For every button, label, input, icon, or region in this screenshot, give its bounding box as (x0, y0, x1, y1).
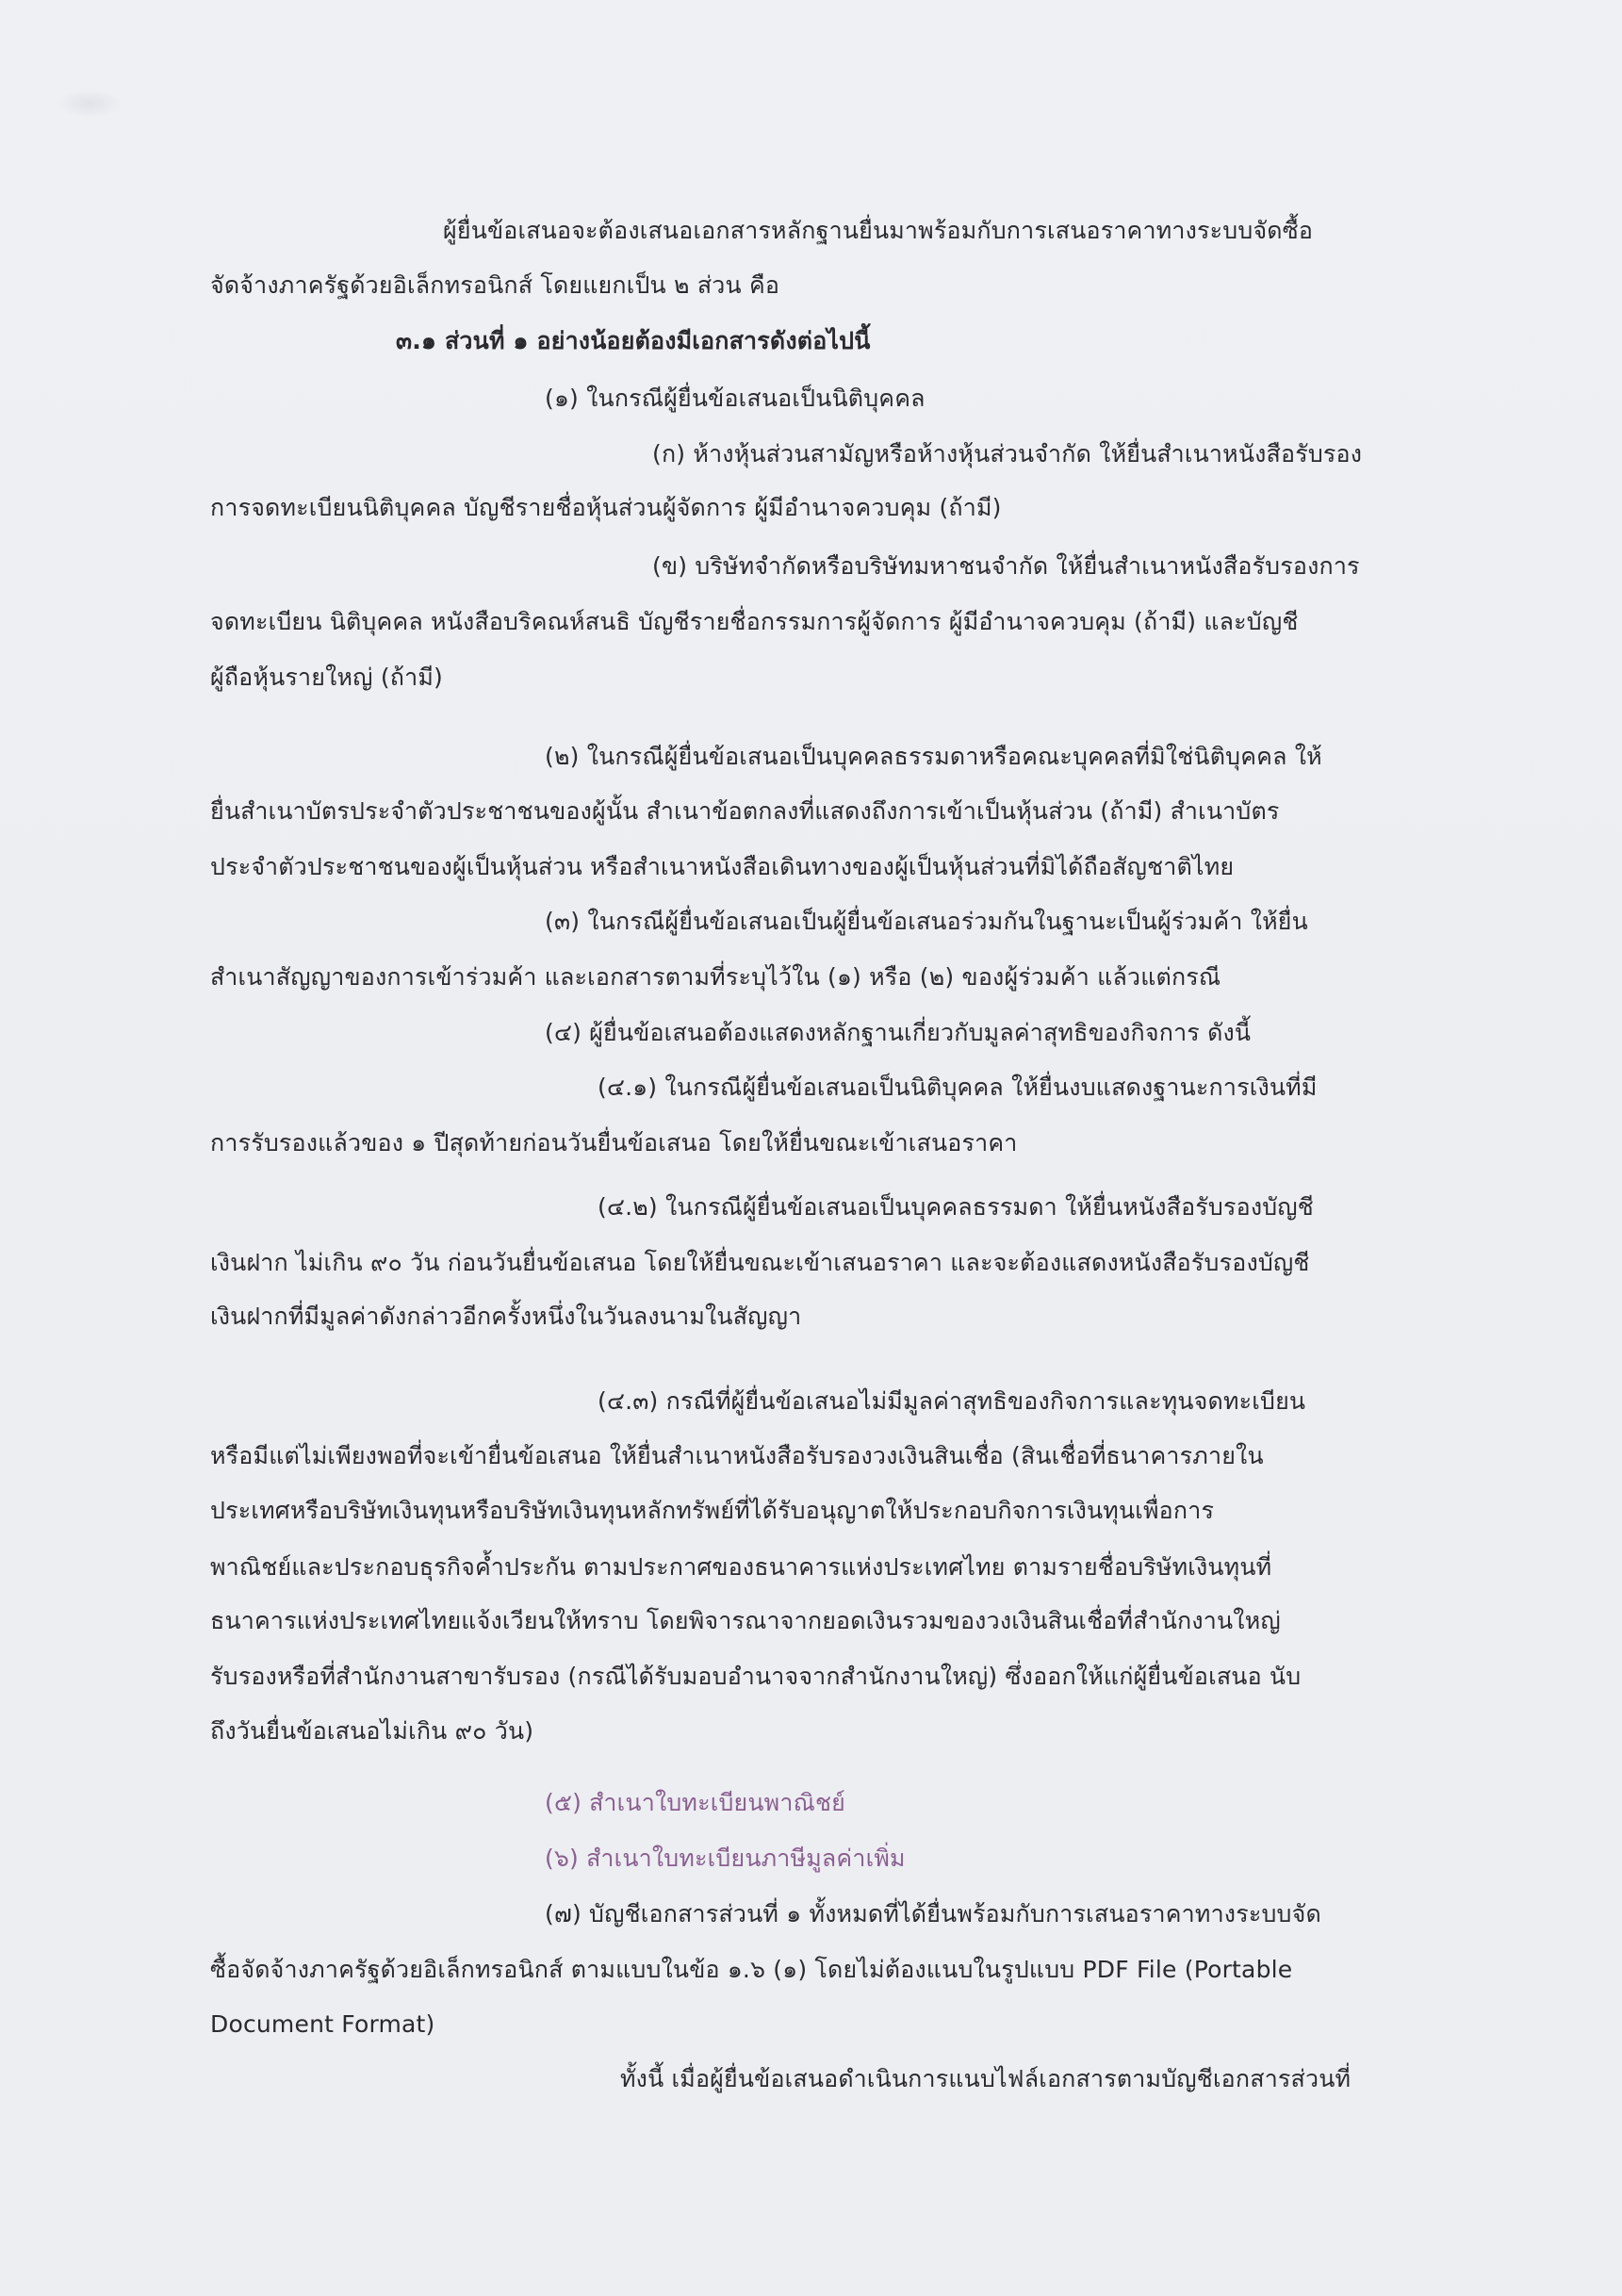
item-4-3-line-3: ประเทศหรือบริษัทเงินทุนหรือบริษัทเงินทุนหลักทรัพย์ที่ได้รับอนุญาตให้ประกอบกิจการเงินทุนเพื่อการ (210, 1497, 1215, 1524)
paragraph-line-1: ผู้ยื่นข้อเสนอจะต้องเสนอเอกสารหลักฐานยื่นมาพร้อมกับการเสนอราคาทางระบบจัดซื้อ (443, 217, 1314, 244)
item-1a-line-1: (ก) ห้างหุ้นส่วนสามัญหรือห้างหุ้นส่วนจำกัด ให้ยื่นสำเนาหนังสือรับรอง (652, 440, 1363, 467)
item-1-heading: (๑) ในกรณีผู้ยื่นข้อเสนอเป็นนิติบุคคล (545, 385, 926, 412)
item-4-2-line-2: เงินฝาก ไม่เกิน ๙๐ วัน ก่อนวันยื่นข้อเสนอ โดยให้ยื่นขณะเข้าเสนอราคา และจะต้องแสดงหนังสือรับรองบัญชี (210, 1249, 1310, 1276)
scan-smudge (57, 90, 123, 118)
item-7-line-2: ซื้อจัดจ้างภาครัฐด้วยอิเล็กทรอนิกส์ ตามแบบในข้อ ๑.๖ (๑) โดยไม่ต้องแนบในรูปแบบ PDF File (Portable (210, 1956, 1293, 1983)
item-1b-line-1: (ข) บริษัทจำกัดหรือบริษัทมหาชนจำกัด ให้ยื่นสำเนาหนังสือรับรองการ (652, 552, 1360, 580)
item-2-line-1: (๒) ในกรณีผู้ยื่นข้อเสนอเป็นบุคคลธรรมดาหรือคณะบุคคลที่มิใช่นิติบุคคล ให้ (545, 743, 1322, 770)
item-4-3-line-5: ธนาคารแห่งประเทศไทยแจ้งเวียนให้ทราบ โดยพิจารณาจากยอดเงินรวมของวงเงินสินเชื่อที่สำนักงานใหญ่ (210, 1607, 1281, 1634)
item-5-line: (๕) สำเนาใบทะเบียนพาณิชย์ (545, 1789, 846, 1816)
item-6-line: (๖) สำเนาใบทะเบียนภาษีมูลค่าเพิ่ม (545, 1845, 906, 1872)
item-4-2-line-3: เงินฝากที่มีมูลค่าดังกล่าวอีกครั้งหนึ่งในวันลงนามในสัญญา (210, 1303, 802, 1330)
item-4-3-line-4: พาณิชย์และประกอบธุรกิจค้ำประกัน ตามประกาศของธนาคารแห่งประเทศไทย ตามรายชื่อบริษัทเงินทุนที่ (210, 1553, 1272, 1581)
item-4-2-line-1: (๔.๒) ในกรณีผู้ยื่นข้อเสนอเป็นบุคคลธรรมดา ให้ยื่นหนังสือรับรองบัญชี (598, 1193, 1314, 1221)
paragraph-line-2: จัดจ้างภาครัฐด้วยอิเล็กทรอนิกส์ โดยแยกเป็น ๒ ส่วน คือ (210, 271, 780, 299)
item-7-line-3: Document Format) (210, 2010, 435, 2038)
item-1b-line-3: ผู้ถือหุ้นรายใหญ่ (ถ้ามี) (210, 664, 443, 691)
item-4-1-line-1: (๔.๑) ในกรณีผู้ยื่นข้อเสนอเป็นนิติบุคคล ให้ยื่นงบแสดงฐานะการเงินที่มี (598, 1074, 1318, 1101)
item-2-line-3: ประจำตัวประชาชนของผู้เป็นหุ้นส่วน หรือสำเนาหนังสือเดินทางของผู้เป็นหุ้นส่วนที่มิได้ถือสัญชาติไทย (210, 853, 1235, 880)
item-3-line-2: สำเนาสัญญาของการเข้าร่วมค้า และเอกสารตามที่ระบุไว้ใน (๑) หรือ (๒) ของผู้ร่วมค้า แล้วแต่กรณี (210, 963, 1221, 991)
closing-line: ทั้งนี้ เมื่อผู้ยื่นข้อเสนอดำเนินการแนบไฟล์เอกสารตามบัญชีเอกสารส่วนที่ (620, 2065, 1352, 2092)
item-4-3-line-7: ถึงวันยื่นข้อเสนอไม่เกิน ๙๐ วัน) (210, 1717, 534, 1745)
item-4-heading: (๔) ผู้ยื่นข้อเสนอต้องแสดงหลักฐานเกี่ยวกับมูลค่าสุทธิของกิจการ ดังนี้ (545, 1019, 1252, 1046)
item-1b-line-2: จดทะเบียน นิติบุคคล หนังสือบริคณห์สนธิ บัญชีรายชื่อกรรมการผู้จัดการ ผู้มีอำนาจควบคุม (ถ้ามี) และบัญชี (210, 608, 1299, 635)
item-1a-line-2: การจดทะเบียนนิติบุคคล บัญชีรายชื่อหุ้นส่วนผู้จัดการ ผู้มีอำนาจควบคุม (ถ้ามี) (210, 494, 1002, 521)
item-3-line-1: (๓) ในกรณีผู้ยื่นข้อเสนอเป็นผู้ยื่นข้อเสนอร่วมกันในฐานะเป็นผู้ร่วมค้า ให้ยื่น (545, 908, 1308, 935)
section-heading-3-1: ๓.๑ ส่วนที่ ๑ อย่างน้อยต้องมีเอกสารดังต่อไปนี้ (396, 327, 871, 354)
item-4-3-line-1: (๔.๓) กรณีที่ผู้ยื่นข้อเสนอไม่มีมูลค่าสุทธิของกิจการและทุนจดทะเบียน (598, 1387, 1306, 1415)
item-4-3-line-2: หรือมีแต่ไม่เพียงพอที่จะเข้ายื่นข้อเสนอ ให้ยื่นสำเนาหนังสือรับรองวงเงินสินเชื่อ (สินเชื่อที่ธนาคารภายใน (210, 1442, 1264, 1469)
item-7-line-1: (๗) บัญชีเอกสารส่วนที่ ๑ ทั้งหมดที่ได้ยื่นพร้อมกับการเสนอราคาทางระบบจัด (545, 1900, 1321, 1927)
item-2-line-2: ยื่นสำเนาบัตรประจำตัวประชาชนของผู้นั้น สำเนาข้อตกลงที่แสดงถึงการเข้าเป็นหุ้นส่วน (ถ้ามี) สำเนาบัตร (210, 797, 1280, 825)
item-4-1-line-2: การรับรองแล้วของ ๑ ปีสุดท้ายก่อนวันยื่นข้อเสนอ โดยให้ยื่นขณะเข้าเสนอราคา (210, 1129, 1018, 1156)
item-4-3-line-6: รับรองหรือที่สำนักงานสาขารับรอง (กรณีได้รับมอบอำนาจจากสำนักงานใหญ่) ซึ่งออกให้แก่ผู้ยื่นข้อเสนอ นับ (210, 1663, 1302, 1690)
